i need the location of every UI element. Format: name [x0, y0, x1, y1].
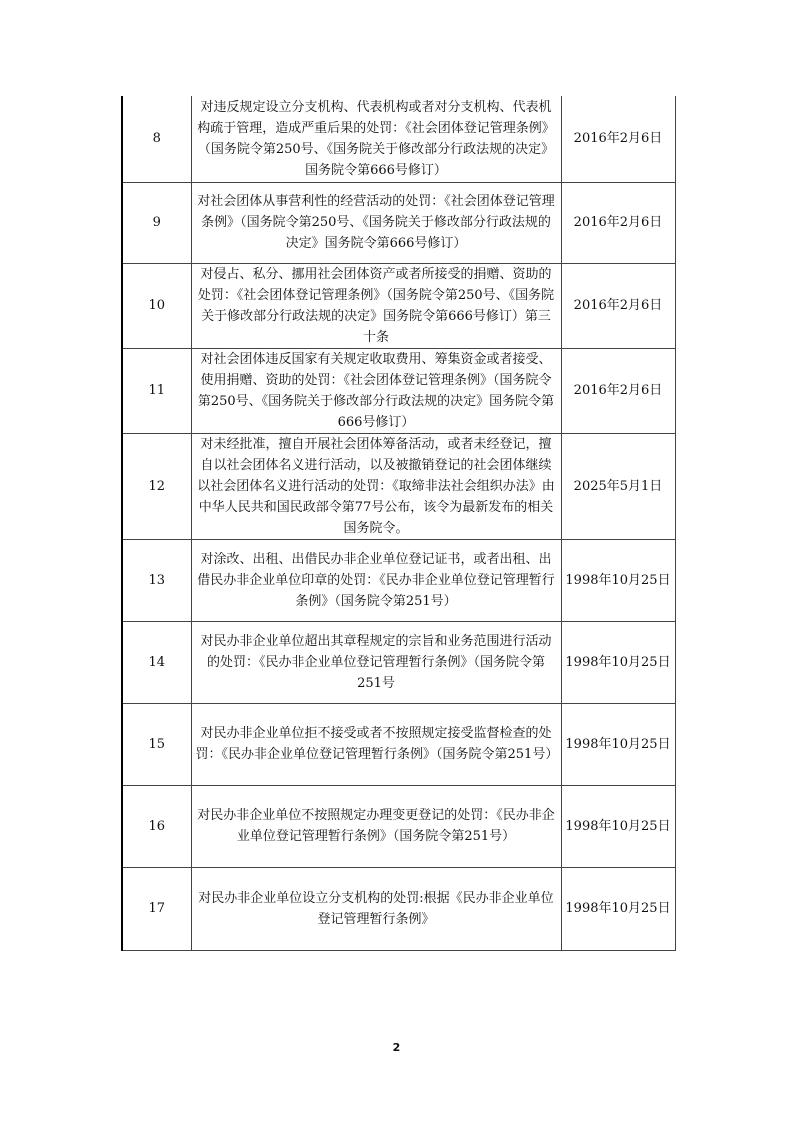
row-date: 1998年10月25日: [561, 539, 675, 621]
row-number: 16: [122, 785, 191, 867]
row-description: 对民办非企业单位拒不接受或者不按照规定接受监督检查的处罚：《民办非企业单位登记管理暂行条例》（国务院令第251号）: [191, 703, 561, 785]
row-date: 1998年10月25日: [561, 785, 675, 867]
table-row: [122, 867, 675, 950]
row-description: 对民办非企业单位超出其章程规定的宗旨和业务范围进行活动的处罚：《民办非企业单位登记管理暂行条例》（国务院令第251号: [191, 621, 561, 703]
table-row: [122, 433, 675, 539]
row-date: 2016年2月6日: [561, 96, 675, 182]
row-number: 10: [122, 263, 191, 348]
row-number: 11: [122, 348, 191, 433]
row-date: 1998年10月25日: [561, 867, 675, 950]
row-description: 对未经批准，擅自开展社会团体筹备活动，或者未经登记，擅自以社会团体名义进行活动，以及被撤销登记的社会团体继续以社会团体名义进行活动的处罚：《取缔非法社会组织办法》由中华人民共和国民政部令第77号公布，该令为最新发布的相关国务院令。: [191, 433, 561, 539]
row-number: 13: [122, 539, 191, 621]
table-row: [122, 348, 675, 433]
table-row: [122, 539, 675, 621]
row-number: 12: [122, 433, 191, 539]
table-row: [122, 703, 675, 785]
row-number: 17: [122, 867, 191, 950]
row-description: 对民办非企业单位不按照规定办理变更登记的处罚：《民办非企业单位登记管理暂行条例》（国务院令第251号）: [191, 785, 561, 867]
row-number: 8: [122, 96, 191, 182]
row-date: 1998年10月25日: [561, 621, 675, 703]
penalty-table: [121, 96, 676, 951]
row-description: 对民办非企业单位设立分支机构的处罚:根据《民办非企业单位登记管理暂行条例》: [191, 867, 561, 950]
table-row: [122, 96, 675, 182]
row-description: 对违反规定设立分支机构、代表机构或者对分支机构、代表机构疏于管理，造成严重后果的处罚：《社会团体登记管理条例》（国务院令第250号、《国务院关于修改部分行政法规的决定》国务院令第666号修订）: [191, 96, 561, 182]
row-number: 15: [122, 703, 191, 785]
row-description: 对涂改、出租、出借民办非企业单位登记证书，或者出租、出借民办非企业单位印章的处罚：《民办非企业单位登记管理暂行条例》（国务院令第251号）: [191, 539, 561, 621]
row-date: 2016年2月6日: [561, 182, 675, 263]
penalty-table-container: [121, 96, 674, 951]
table-row: [122, 263, 675, 348]
row-number: 14: [122, 621, 191, 703]
row-number: 9: [122, 182, 191, 263]
row-description: 对社会团体从事营利性的经营活动的处罚：《社会团体登记管理条例》（国务院令第250号、《国务院关于修改部分行政法规的决定》国务院令第666号修订）: [191, 182, 561, 263]
row-date: 2016年2月6日: [561, 348, 675, 433]
table-row: [122, 621, 675, 703]
row-date: 1998年10月25日: [561, 703, 675, 785]
table-row: [122, 785, 675, 867]
table-row: [122, 182, 675, 263]
row-date: 2016年2月6日: [561, 263, 675, 348]
row-description: 对侵占、私分、挪用社会团体资产或者所接受的捐赠、资助的处罚：《社会团体登记管理条例》（国务院令第250号、《国务院关于修改部分行政法规的决定》国务院令第666号修订）第三十条: [191, 263, 561, 348]
row-date: 2025年5月1日: [561, 433, 675, 539]
page-number: 2: [392, 1041, 401, 1054]
row-description: 对社会团体违反国家有关规定收取费用、筹集资金或者接受、使用捐赠、资助的处罚：《社会团体登记管理条例》（国务院令第250号、《国务院关于修改部分行政法规的决定》国务院令第666号修订）: [191, 348, 561, 433]
